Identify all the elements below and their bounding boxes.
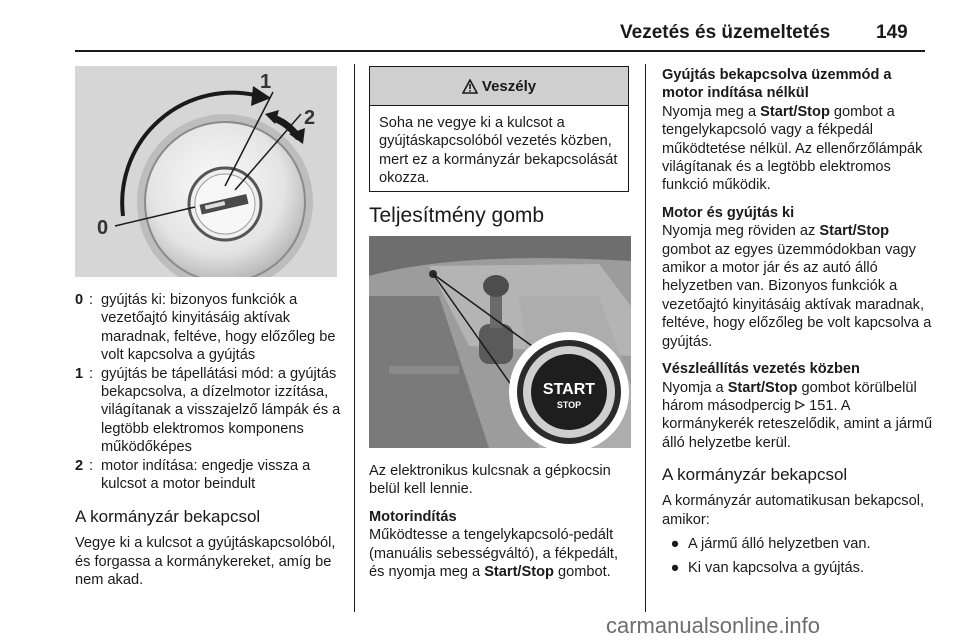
section-heading-steering-lock-auto: A kormányzár bekapcsol bbox=[662, 465, 848, 485]
legend-item-1: 1 : gyújtás be tápellátási mód: a gyújtás bekapcsolva, a dízelmotor izzítása, világítanak a visszajelző lámpák és a legtöbb elektromos komponens működőképes bbox=[75, 365, 343, 457]
warning-title: Veszély bbox=[481, 77, 537, 95]
ignition-switch-illustration bbox=[75, 66, 337, 277]
watermark: carmanualsonline.info bbox=[606, 613, 821, 638]
right-column-text bbox=[662, 66, 934, 578]
bullet-item: ● Ki van kapcsolva a gyújtás. bbox=[662, 559, 934, 577]
legend-text: motor indítása: engedje vissza a kulcsot a motor beindult bbox=[101, 457, 311, 493]
header-rule bbox=[75, 50, 925, 52]
page-number: 149 bbox=[876, 22, 908, 43]
bullet-icon: ● bbox=[670, 535, 680, 552]
legend-key: 1 bbox=[75, 365, 84, 382]
page-reference-icon bbox=[795, 400, 805, 410]
legend-key: 2 bbox=[75, 457, 84, 474]
legend-text: gyújtás ki: bizonyos funkciók a vezetőajtó kinyitásáig aktívak maradnak, feltéve, hogy előzőleg be volt kapcsolva a gyújtás bbox=[101, 292, 336, 364]
engine-off-paragraph: Nyomja meg röviden az Start/Stop gombot az egyes üzemmódokban vagy amikor a motor jár és az autó álló helyzetben van. Bizonyos funkciók a vezetőajtó kinyitásáig aktívak maradnak, feltéve, hogy előzőleg be volt kapcsolva a gyújtás. bbox=[662, 223, 932, 350]
subheading-engine-start: Motorindítás bbox=[369, 508, 457, 525]
steering-lock-paragraph: Vegye ki a kulcsot a gyújtáskapcsolóból, és forgassa a kormánykereket, amíg be nem akad. bbox=[75, 535, 336, 589]
stop-label: STOP bbox=[556, 400, 582, 410]
figure-label-0: 0 bbox=[97, 217, 109, 239]
steering-lock-intro: A kormányzár automatikusan bekapcsol, amikor: bbox=[662, 493, 925, 528]
figure-label-2: 2 bbox=[304, 107, 316, 129]
warning-header bbox=[370, 67, 628, 106]
subheading-emergency-stop: Vészleállítás vezetés közben bbox=[662, 361, 860, 378]
legend-item-2: 2 : motor indítása: engedje vissza a kulcsot a motor beindult bbox=[75, 457, 343, 494]
subheading-ignition-on: Gyújtás bekapcsolva üzemmód a motor indítása nélkül bbox=[662, 67, 892, 102]
subheading-engine-off: Motor és gyújtás ki bbox=[662, 204, 795, 221]
start-label: START bbox=[542, 381, 596, 398]
bullet-icon: ● bbox=[670, 560, 680, 577]
left-column-text bbox=[75, 291, 343, 590]
figure-caption: Az elektronikus kulcsnak a gépkocsin belül kell lennie. bbox=[369, 463, 611, 498]
legend-item-0: 0 : gyújtás ki: bizonyos funkciók a vezetőajtó kinyitásáig aktívak maradnak, feltéve, hogy előzőleg be volt kapcsolva a gyújtás bbox=[75, 291, 343, 365]
middle-column-text bbox=[369, 462, 637, 581]
emergency-stop-paragraph: Nyomja a Start/Stop gombot körülbelül három másodpercig 151. A kormánykerék reteszelődik, amint a jármű álló helyzetbe kerül. bbox=[662, 379, 933, 451]
power-button-illustration bbox=[369, 236, 631, 448]
page-header-title: Vezetés és üzemeltetés bbox=[620, 22, 831, 43]
danger-warning-box bbox=[369, 66, 629, 192]
bullet-item: ● A jármű álló helyzetben van. bbox=[662, 535, 934, 553]
legend-key: 0 bbox=[75, 292, 84, 308]
page-reference[interactable]: 151 bbox=[809, 397, 834, 414]
power-button-figure bbox=[369, 236, 631, 448]
ignition-switch-figure bbox=[75, 66, 337, 277]
column-divider-left bbox=[354, 64, 355, 612]
section-heading-steering-lock: A kormányzár bekapcsol bbox=[75, 507, 261, 527]
ignition-on-paragraph: Nyomja meg a Start/Stop gombot a tengelykapcsoló vagy a fékpedál működtetése nélkül. Az ellenőrzőlámpák világítanak és a legtöbb elektromos funkció működik. bbox=[662, 103, 923, 194]
warning-text: Soha ne vegye ki a kulcsot a gyújtáskapcsolóból vezetés közben, mert ez a kormányzár bekapcsolását okozza. bbox=[379, 115, 618, 187]
column-divider-right bbox=[645, 64, 646, 612]
warning-triangle-icon bbox=[462, 79, 478, 94]
section-heading-power-button: Teljesítmény gomb bbox=[369, 204, 545, 227]
legend-text: gyújtás be tápellátási mód: a gyújtás bekapcsolva, a dízelmotor izzítása, világítanak a visszajelző lámpák és a legtöbb elektromos komponens működőképes bbox=[101, 365, 341, 456]
figure-label-1: 1 bbox=[260, 71, 272, 93]
engine-start-paragraph: Működtesse a tengelykapcsoló-pedált (manuális sebességváltó), a fékpedált, és nyomja meg a Start/Stop gombot. bbox=[369, 527, 619, 581]
